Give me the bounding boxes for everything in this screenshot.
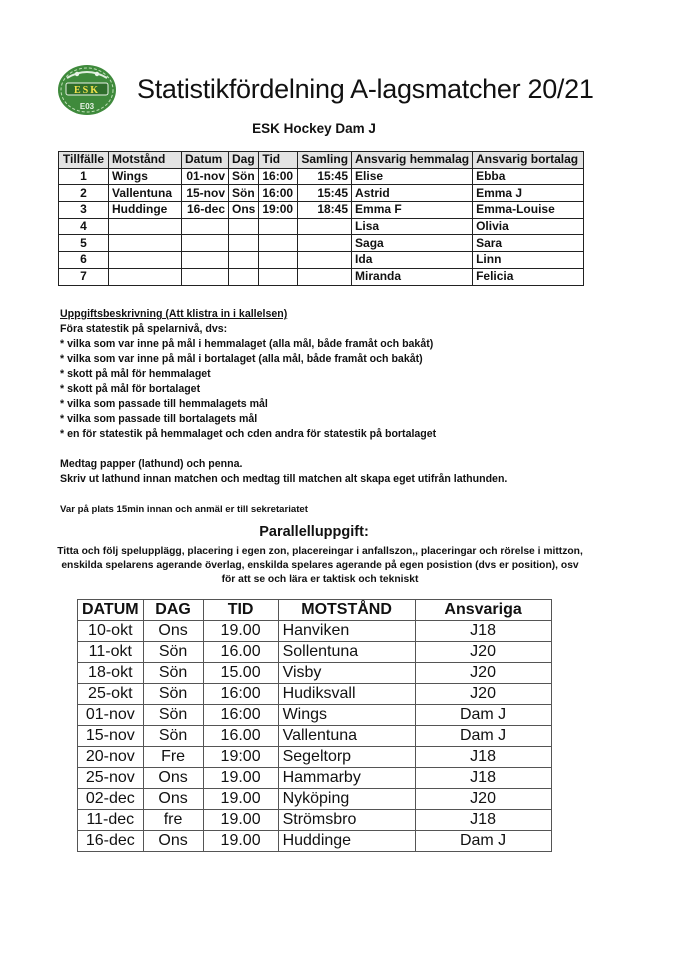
cell bbox=[229, 235, 259, 252]
cell: 19:00 bbox=[203, 747, 278, 768]
cell bbox=[259, 218, 298, 235]
cell: Ebba bbox=[473, 168, 584, 185]
column-header: DAG bbox=[143, 600, 203, 621]
table-row bbox=[78, 642, 552, 663]
table-row bbox=[59, 202, 584, 219]
table-row bbox=[78, 831, 552, 852]
cell: Hammarby bbox=[278, 768, 415, 789]
cell bbox=[182, 235, 229, 252]
cell: 10-okt bbox=[78, 621, 144, 642]
cell: Ons bbox=[143, 831, 203, 852]
cell bbox=[182, 252, 229, 269]
cell: 16:00 bbox=[259, 185, 298, 202]
cell: J20 bbox=[415, 663, 551, 684]
cell: 5 bbox=[59, 235, 109, 252]
cell: 16:00 bbox=[203, 684, 278, 705]
svg-text:E03: E03 bbox=[79, 102, 95, 111]
cell: 19.00 bbox=[203, 621, 278, 642]
description-bullet: * en för statestik på hemmalaget och cden andra för statestik på bortalaget bbox=[60, 428, 437, 440]
cell: Huddinge bbox=[109, 202, 182, 219]
cell bbox=[109, 218, 182, 235]
schedule-table bbox=[77, 599, 552, 852]
description-bullet: * skott på mål för bortalaget bbox=[60, 383, 201, 395]
cell: Ida bbox=[352, 252, 473, 269]
bring-note: Medtag papper (lathund) och penna. bbox=[60, 458, 243, 470]
cell: 19:00 bbox=[259, 202, 298, 219]
cell: 16-dec bbox=[182, 202, 229, 219]
cell: 15:45 bbox=[298, 168, 352, 185]
description-heading: Uppgiftsbeskrivning (Att klistra in i kallelsen) bbox=[60, 308, 288, 320]
cell: 15-nov bbox=[78, 726, 144, 747]
cell: fre bbox=[143, 810, 203, 831]
cell: Felicia bbox=[473, 268, 584, 285]
column-header: Samling bbox=[298, 152, 352, 169]
cell: 16-dec bbox=[78, 831, 144, 852]
assignment-table bbox=[58, 151, 584, 286]
cell: 11-okt bbox=[78, 642, 144, 663]
table-row bbox=[78, 768, 552, 789]
cell: Miranda bbox=[352, 268, 473, 285]
cell: Ons bbox=[143, 621, 203, 642]
print-note: Skriv ut lathund innan matchen och medtag till matchen alt skapa eget utifrån lathunden. bbox=[60, 473, 508, 485]
cell: Huddinge bbox=[278, 831, 415, 852]
cell: Sön bbox=[143, 684, 203, 705]
cell bbox=[298, 268, 352, 285]
cell: J18 bbox=[415, 810, 551, 831]
cell: 16.00 bbox=[203, 642, 278, 663]
page-subtitle: ESK Hockey Dam J bbox=[252, 121, 376, 136]
cell: 25-okt bbox=[78, 684, 144, 705]
cell bbox=[182, 218, 229, 235]
cell: Sön bbox=[229, 185, 259, 202]
cell: 15-nov bbox=[182, 185, 229, 202]
cell: Sön bbox=[143, 726, 203, 747]
cell: 18-okt bbox=[78, 663, 144, 684]
cell: 02-dec bbox=[78, 789, 144, 810]
cell: Hudiksvall bbox=[278, 684, 415, 705]
table-row bbox=[59, 185, 584, 202]
cell: 3 bbox=[59, 202, 109, 219]
cell: Strömsbro bbox=[278, 810, 415, 831]
cell: 16:00 bbox=[259, 168, 298, 185]
cell bbox=[229, 268, 259, 285]
cell: Saga bbox=[352, 235, 473, 252]
cell: Fre bbox=[143, 747, 203, 768]
cell bbox=[298, 252, 352, 269]
cell: 25-nov bbox=[78, 768, 144, 789]
cell: Dam J bbox=[415, 705, 551, 726]
cell bbox=[229, 218, 259, 235]
cell: Linn bbox=[473, 252, 584, 269]
cell: J20 bbox=[415, 642, 551, 663]
column-header: Motstånd bbox=[109, 152, 182, 169]
column-header: Tillfälle bbox=[59, 152, 109, 169]
cell: Emma J bbox=[473, 185, 584, 202]
cell: Astrid bbox=[352, 185, 473, 202]
cell: Vallentuna bbox=[109, 185, 182, 202]
column-header: Dag bbox=[229, 152, 259, 169]
cell: 01-nov bbox=[78, 705, 144, 726]
cell: Ons bbox=[143, 768, 203, 789]
cell bbox=[182, 268, 229, 285]
cell: 19.00 bbox=[203, 831, 278, 852]
column-header: TID bbox=[203, 600, 278, 621]
cell bbox=[298, 218, 352, 235]
cell: Lisa bbox=[352, 218, 473, 235]
cell: J20 bbox=[415, 789, 551, 810]
cell bbox=[109, 252, 182, 269]
cell: Dam J bbox=[415, 726, 551, 747]
cell bbox=[229, 252, 259, 269]
cell: 19.00 bbox=[203, 789, 278, 810]
cell bbox=[259, 235, 298, 252]
cell: J20 bbox=[415, 684, 551, 705]
cell: Sollentuna bbox=[278, 642, 415, 663]
table-row bbox=[78, 621, 552, 642]
table-row bbox=[59, 168, 584, 185]
task-description bbox=[60, 307, 507, 517]
cell: Wings bbox=[109, 168, 182, 185]
table-row bbox=[59, 218, 584, 235]
table-row bbox=[78, 684, 552, 705]
cell: Nyköping bbox=[278, 789, 415, 810]
cell bbox=[298, 235, 352, 252]
table-row bbox=[78, 705, 552, 726]
table-row bbox=[78, 789, 552, 810]
description-bullet: * skott på mål för hemmalaget bbox=[60, 368, 211, 380]
column-header: DATUM bbox=[78, 600, 144, 621]
cell: 1 bbox=[59, 168, 109, 185]
cell: Dam J bbox=[415, 831, 551, 852]
description-bullet: * vilka som passade till bortalagets mål bbox=[60, 413, 258, 425]
cell: Vallentuna bbox=[278, 726, 415, 747]
cell: Olivia bbox=[473, 218, 584, 235]
cell: 18:45 bbox=[298, 202, 352, 219]
svg-text:ESK: ESK bbox=[73, 85, 101, 96]
column-header: Tid bbox=[259, 152, 298, 169]
cell: J18 bbox=[415, 768, 551, 789]
cell: Sara bbox=[473, 235, 584, 252]
cell bbox=[109, 268, 182, 285]
table-row bbox=[78, 747, 552, 768]
column-header: Ansvarig hemmalag bbox=[352, 152, 473, 169]
cell: Emma-Louise bbox=[473, 202, 584, 219]
table-row bbox=[59, 235, 584, 252]
cell: 19.00 bbox=[203, 768, 278, 789]
esk-logo-icon bbox=[57, 64, 117, 116]
arrive-note: Var på plats 15min innan och anmäl er till sekretariatet bbox=[60, 504, 308, 515]
column-header: Datum bbox=[182, 152, 229, 169]
table-row bbox=[78, 810, 552, 831]
parallel-text bbox=[30, 545, 610, 587]
parallel-line: enskilda spelarens agerande överlag, enskilda spelares agerande på egen posistion (dvs er position), osv bbox=[61, 560, 579, 571]
cell: Elise bbox=[352, 168, 473, 185]
cell bbox=[109, 235, 182, 252]
cell: 16:00 bbox=[203, 705, 278, 726]
page-title: Statistikfördelning A-lagsmatcher 20/21 bbox=[137, 74, 594, 104]
parallel-line: för att se och lära er taktisk och tekniskt bbox=[221, 574, 419, 585]
cell: Wings bbox=[278, 705, 415, 726]
cell: 6 bbox=[59, 252, 109, 269]
table-header-row bbox=[59, 152, 584, 169]
cell: 19.00 bbox=[203, 810, 278, 831]
column-header: Ansvariga bbox=[415, 600, 551, 621]
cell: Segeltorp bbox=[278, 747, 415, 768]
cell: Hanviken bbox=[278, 621, 415, 642]
table-row bbox=[59, 268, 584, 285]
table-row bbox=[78, 663, 552, 684]
cell: 01-nov bbox=[182, 168, 229, 185]
cell bbox=[259, 252, 298, 269]
description-bullet: * vilka som passade till hemmalagets mål bbox=[60, 398, 268, 410]
cell: 11-dec bbox=[78, 810, 144, 831]
esk-logo bbox=[57, 64, 117, 116]
cell: 15.00 bbox=[203, 663, 278, 684]
parallel-heading: Parallelluppgift: bbox=[259, 524, 369, 540]
parallel-line: Titta och följ spelupplägg, placering i egen zon, placereingar i anfallszon,, placeringar och rörelse i mittzon, bbox=[57, 546, 583, 557]
description-intro: Föra statestik på spelarnivå, dvs: bbox=[60, 323, 228, 335]
cell: Ons bbox=[229, 202, 259, 219]
cell: 2 bbox=[59, 185, 109, 202]
cell: 16.00 bbox=[203, 726, 278, 747]
cell: Emma F bbox=[352, 202, 473, 219]
cell: Sön bbox=[143, 663, 203, 684]
column-header: Ansvarig bortalag bbox=[473, 152, 584, 169]
table-header-row bbox=[78, 600, 552, 621]
cell: 7 bbox=[59, 268, 109, 285]
table-row bbox=[59, 252, 584, 269]
table-row bbox=[78, 726, 552, 747]
column-header: MOTSTÅND bbox=[278, 600, 415, 621]
description-bullet: * vilka som var inne på mål i hemmalaget (alla mål, både framåt och bakåt) bbox=[60, 338, 434, 350]
cell: Sön bbox=[143, 705, 203, 726]
cell: Sön bbox=[229, 168, 259, 185]
cell: J18 bbox=[415, 621, 551, 642]
cell bbox=[259, 268, 298, 285]
cell: 15:45 bbox=[298, 185, 352, 202]
cell: Ons bbox=[143, 789, 203, 810]
cell: Visby bbox=[278, 663, 415, 684]
cell: Sön bbox=[143, 642, 203, 663]
cell: J18 bbox=[415, 747, 551, 768]
description-bullet: * vilka som var inne på mål i bortalaget (alla mål, både framåt och bakåt) bbox=[60, 353, 423, 365]
cell: 4 bbox=[59, 218, 109, 235]
cell: 20-nov bbox=[78, 747, 144, 768]
